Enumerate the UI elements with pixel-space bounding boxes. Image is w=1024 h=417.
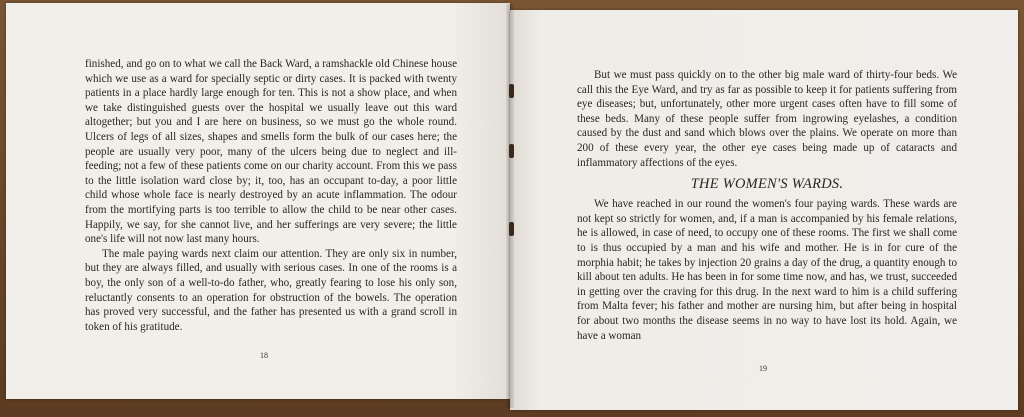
- left-paragraph-1: finished, and go on to what we call the Back Ward, a ramshackle old Chinese house which we use as a ward for specially septic or dirty cases. It is packed with twenty patients in a place hardly large enough for ten. This is not a show place, and when we take distinguished guests over the hospital we usually leave out this ward altogether; but you and I are here on business, so we must go the whole round. Ulcers of legs of all sizes, shapes and smells form the bulk of our cases here; the people are usually very poor, many of the ulcers being due to neglect and ill-feeding; not a few of these patients come on our charity account. From this we pass to the little isolation ward close by; it, too, has an occupant to-day, a poor little child whose whole face is nearly destroyed by an acute inflammation. The odour from the mortifying parts is too terrible to allow the child to be near other cases. Happily, we say, for she cannot live, and her sufferings are very severe; the little one's life will not now last many hours.: [85, 58, 457, 246]
- book-gutter: [506, 4, 514, 408]
- right-page-text: [577, 68, 957, 343]
- section-heading: THE WOMEN'S WARDS.: [690, 176, 844, 193]
- binding-stitch-bottom: [509, 222, 514, 236]
- right-page-number: 19: [759, 364, 767, 373]
- right-paragraph-1: But we must pass quickly on to the other big male ward of thirty-four beds. We call this the Eye Ward, and try as far as possible to keep it for patients suffering from eye diseases; but, unfortunately, other more urgent cases often have to fill some of these beds. Many of these people suffer from ingrowing eyelashes, a condition caused by the dust and sand which blows over the plains. We operate on more than 200 of these every year, the other eye cases being made up of cataracts and inflammatory affections of the eyes.: [577, 69, 957, 169]
- left-paragraph-2: The male paying wards next claim our attention. They are only six in number, but they are always filled, and usually with serious cases. In one of the rooms is a boy, the only son of a well-to-do father, who, greatly fearing to lose his only son, reluctantly consents to an operation for obstruction of the bowels. The operation has proved very successful, and the father has presented us with a grand scroll in token of his gratitude.: [85, 247, 457, 333]
- left-page-text: [85, 57, 457, 334]
- binding-stitch-middle: [509, 144, 514, 158]
- left-page: [6, 3, 510, 399]
- right-paragraph-2: We have reached in our round the women's four paying wards. These wards are not kept so strictly for women, and, if a man is accompanied by his female relations, he is allowed, in case of need, to occupy one of these rooms. The first we shall come to is thus occupied by a man and his wife and mother. He is in for cure of the morphia habit; he takes by injection 20 grains a day of the drug, a quantity enough to kill about ten adults. He has been in for some time now, and has, we trust, succeeded in getting over the craving for this drug. In the next ward to him is a child suffering from Malta fever; his father and mother are nursing him, but after being in hospital for about two months the disease seems in no way to have lost its hold. Again, we have a woman: [577, 198, 957, 342]
- right-page: [510, 10, 1018, 410]
- left-page-number: 18: [260, 351, 268, 360]
- binding-stitch-top: [509, 84, 514, 98]
